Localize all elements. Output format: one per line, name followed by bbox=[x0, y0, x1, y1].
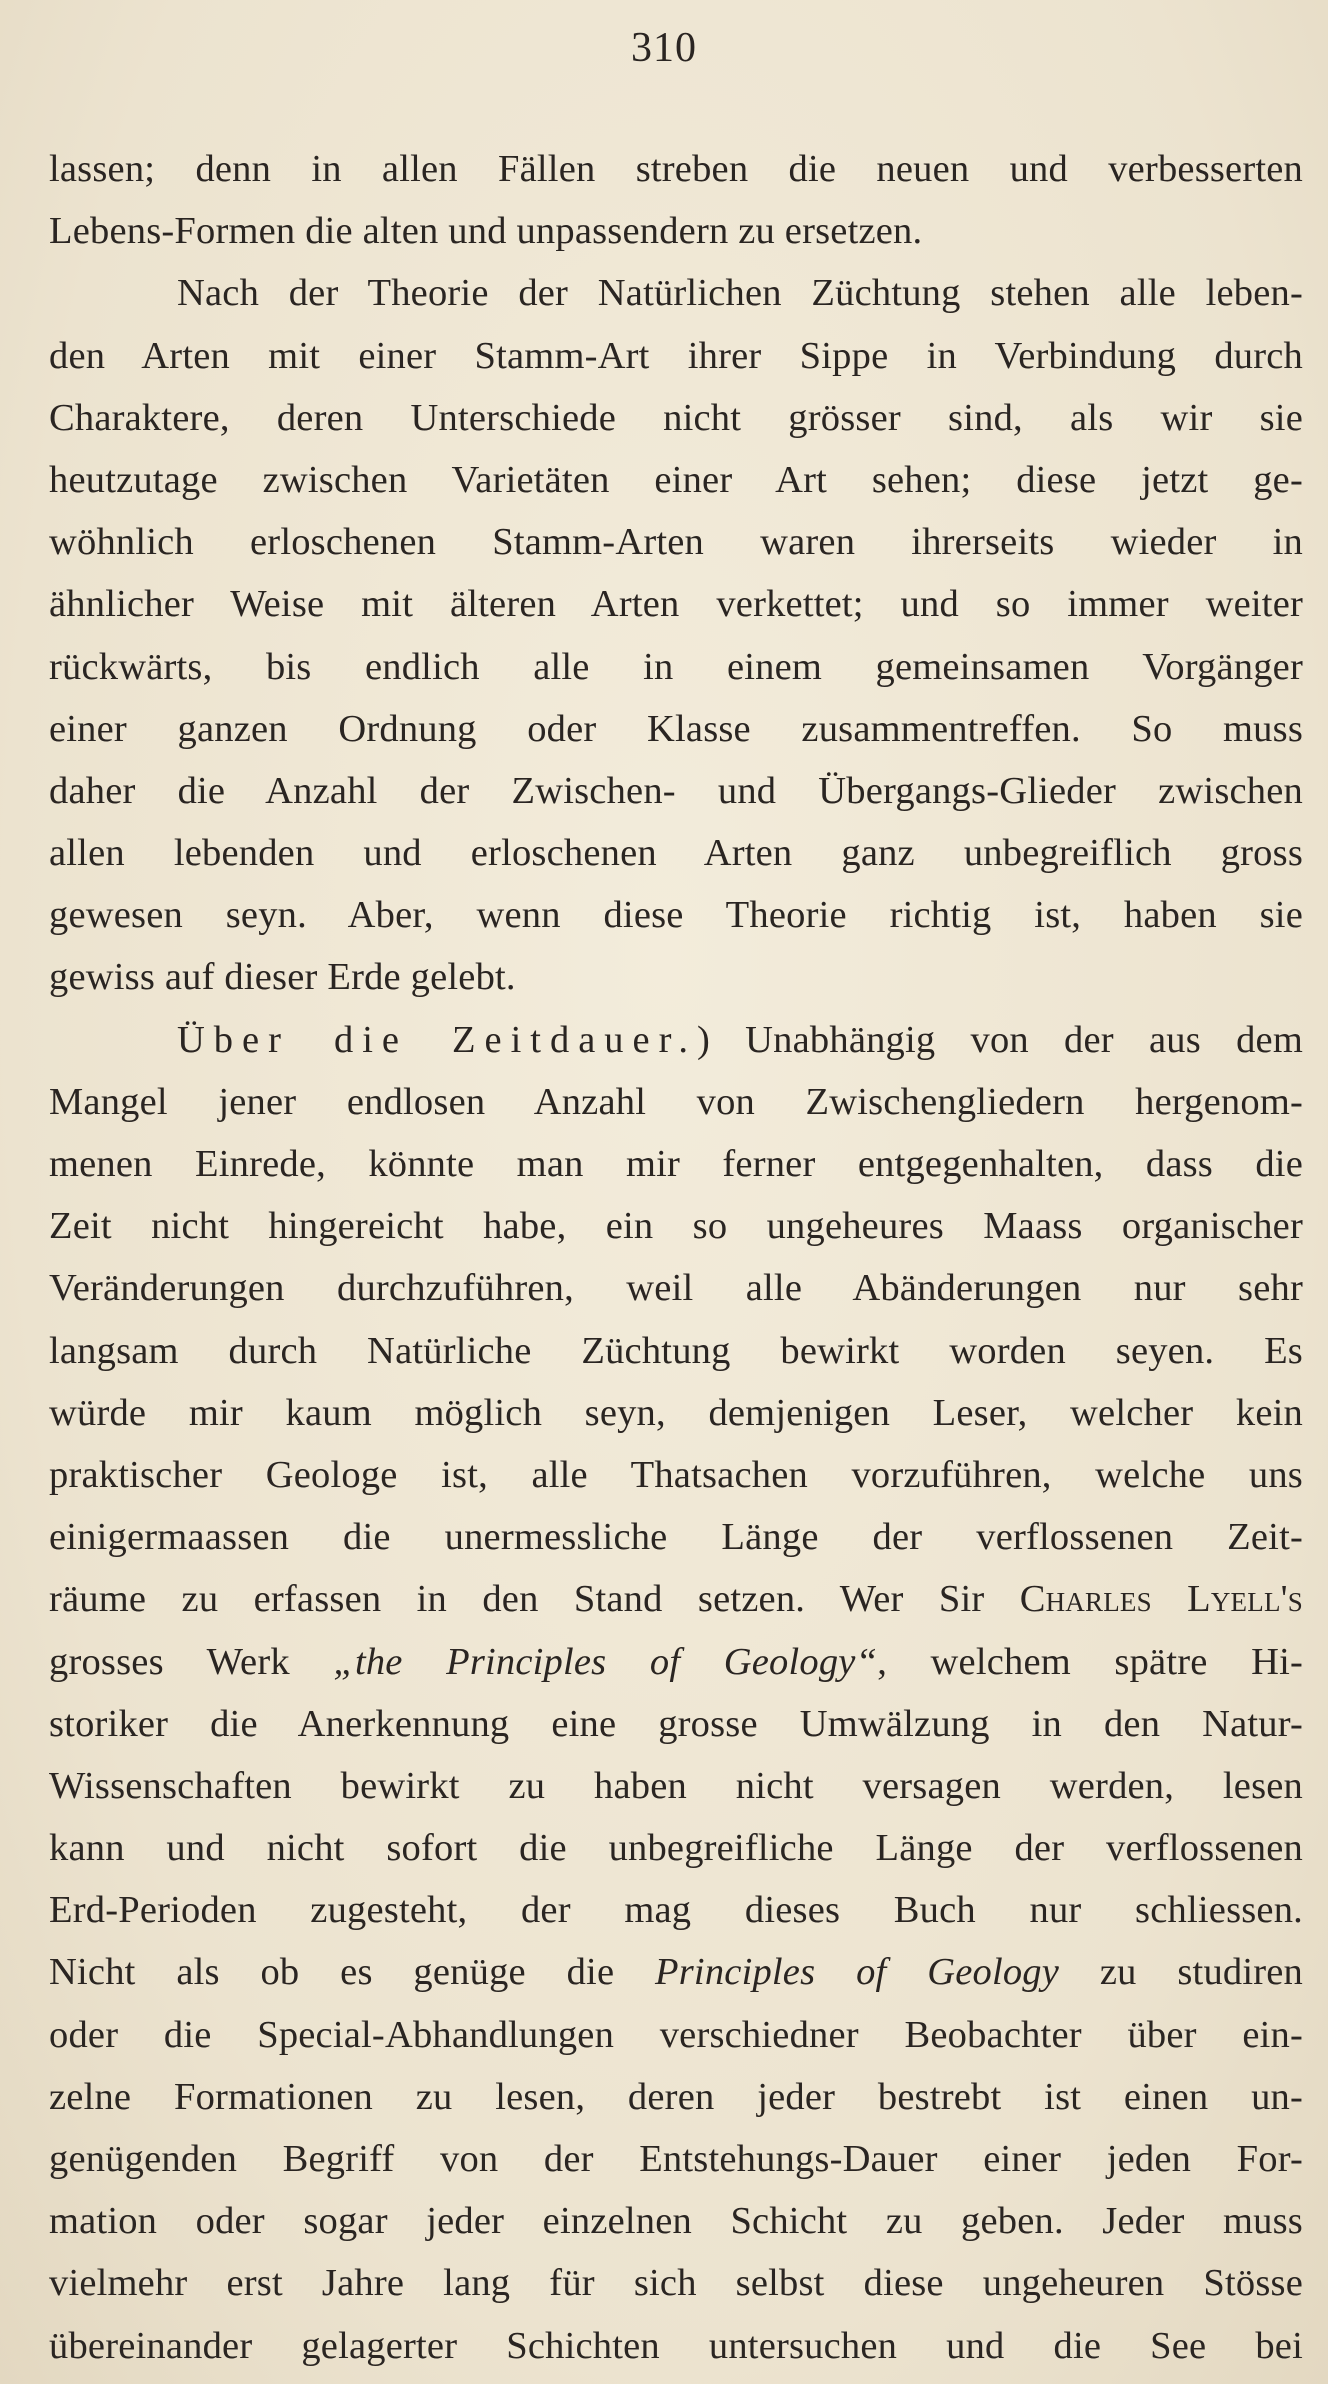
text-line bbox=[49, 2190, 1303, 2252]
text-run: allen lebenden und erloschenen Arten ganz unbegreiflich gross bbox=[49, 832, 1303, 875]
text-run: Erd-Perioden zugesteht, der mag dieses Buch nur schliessen. bbox=[49, 1889, 1303, 1932]
text-run: Veränderungen durchzuführen, weil alle Abänderungen nur sehr bbox=[49, 1267, 1303, 1310]
text-line bbox=[49, 760, 1303, 822]
text-line bbox=[49, 1320, 1303, 1382]
text-run: genügenden Begriff von der Entstehungs-Dauer einer jeden For- bbox=[49, 2138, 1303, 2180]
text-line bbox=[49, 1568, 1303, 1630]
text-line bbox=[49, 573, 1303, 635]
text-line bbox=[49, 2066, 1303, 2128]
text-line bbox=[49, 1444, 1303, 1506]
text-run: gewiss auf dieser Erde gelebt. bbox=[49, 956, 516, 999]
text-run: oder die Special-Abhandlungen verschiedner Beobachter über ein- bbox=[49, 2013, 1303, 2056]
text-run: einigermaassen die unermessliche Länge der verflossenen Zeit- bbox=[49, 1516, 1303, 1559]
text-line bbox=[49, 387, 1303, 449]
text-line bbox=[49, 1071, 1303, 1133]
text-line bbox=[49, 138, 1303, 200]
text-run: zu studiren bbox=[1059, 1951, 1303, 1994]
text-run: heutzutage zwischen Varietäten einer Art sehen; diese jetzt ge- bbox=[49, 458, 1303, 501]
book-title: Principles of Geology bbox=[655, 1951, 1060, 1994]
text-run: den Arten mit einer Stamm-Art ihrer Sippe in Verbindung durch bbox=[49, 334, 1303, 377]
text-run: Mangel jener endlosen Anzahl von Zwischengliedern hergenom- bbox=[49, 1080, 1303, 1123]
text-run: Charaktere, deren Unterschiede nicht grösser sind, als wir sie bbox=[49, 396, 1303, 439]
text-line bbox=[49, 1693, 1303, 1755]
section-heading-inline: Über die Zeitdauer. bbox=[177, 1018, 697, 1061]
page-number: 310 bbox=[631, 25, 697, 71]
text-line bbox=[49, 1755, 1303, 1817]
text-line bbox=[49, 884, 1303, 946]
text-run: würde mir kaum möglich seyn, demjenigen Leser, welcher kein bbox=[49, 1391, 1303, 1434]
text-run: lassen; denn in allen Fällen streben die neuen und verbesserten bbox=[49, 148, 1303, 190]
text-run: rückwärts, bis endlich alle in einem gemeinsamen Vorgänger bbox=[49, 645, 1303, 688]
text-line bbox=[49, 1382, 1303, 1444]
text-run: Nach der Theorie der Natürlichen Züchtung stehen alle leben- bbox=[177, 272, 1303, 315]
text-run: ) Unabhängig von der aus dem bbox=[696, 1018, 1303, 1061]
text-line bbox=[49, 1257, 1303, 1319]
body-text bbox=[49, 138, 1303, 2377]
text-line bbox=[49, 200, 1303, 262]
text-line bbox=[49, 1879, 1303, 1941]
text-run: vielmehr erst Jahre lang für sich selbst diese ungeheuren Stösse bbox=[49, 2262, 1303, 2305]
text-line bbox=[49, 2315, 1303, 2377]
text-line bbox=[49, 325, 1303, 387]
text-line bbox=[49, 1133, 1303, 1195]
book-title: „the Principles of Geology“ bbox=[333, 1640, 878, 1683]
text-run: daher die Anzahl der Zwischen- und Übergangs-Glieder zwischen bbox=[49, 769, 1303, 812]
text-line bbox=[49, 1009, 1303, 1071]
text-run: praktischer Geologe ist, alle Thatsachen vorzuführen, welche uns bbox=[49, 1453, 1303, 1496]
text-line bbox=[49, 1631, 1303, 1693]
text-run: kann und nicht sofort die unbegreifliche Länge der verflossenen bbox=[49, 1827, 1303, 1870]
text-line bbox=[49, 2128, 1303, 2190]
text-run: Lebens-Formen die alten und unpassendern zu ersetzen. bbox=[49, 210, 923, 253]
text-run: mation oder sogar jeder einzelnen Schicht zu geben. Jeder muss bbox=[49, 2200, 1303, 2243]
text-line bbox=[49, 1506, 1303, 1568]
text-run: ähnlicher Weise mit älteren Arten verkettet; und so immer weiter bbox=[49, 583, 1303, 626]
text-line bbox=[49, 449, 1303, 511]
author-name: Charles Lyell's bbox=[1019, 1578, 1303, 1621]
text-line bbox=[49, 2004, 1303, 2066]
text-run: , welchem spätre Hi- bbox=[877, 1640, 1303, 1683]
text-run: langsam durch Natürliche Züchtung bewirkt worden seyen. Es bbox=[49, 1329, 1303, 1372]
text-run: menen Einrede, könnte man mir ferner entgegenhalten, dass die bbox=[49, 1143, 1303, 1185]
text-run: zelne Formationen zu lesen, deren jeder bestrebt ist einen un- bbox=[49, 2075, 1303, 2118]
text-run: Nicht als ob es genüge die bbox=[49, 1951, 656, 1994]
text-line bbox=[49, 822, 1303, 884]
text-run: gewesen seyn. Aber, wenn diese Theorie richtig ist, haben sie bbox=[49, 894, 1303, 937]
text-line bbox=[49, 1941, 1303, 2003]
text-line bbox=[49, 946, 1303, 1008]
text-line bbox=[49, 636, 1303, 698]
text-run: räume zu erfassen in den Stand setzen. Wer Sir bbox=[49, 1578, 1020, 1621]
text-line bbox=[49, 1817, 1303, 1879]
text-line bbox=[49, 1195, 1303, 1257]
text-run: Zeit nicht hingereicht habe, ein so ungeheures Maass organischer bbox=[49, 1205, 1303, 1248]
text-run: wöhnlich erloschenen Stamm-Arten waren ihrerseits wieder in bbox=[49, 521, 1303, 564]
text-run: einer ganzen Ordnung oder Klasse zusammentreffen. So muss bbox=[49, 707, 1303, 750]
text-run: grosses Werk bbox=[49, 1640, 334, 1683]
text-line bbox=[49, 698, 1303, 760]
text-line bbox=[49, 2252, 1303, 2314]
text-line bbox=[49, 511, 1303, 573]
text-run: übereinander gelagerter Schichten untersuchen und die See bei bbox=[49, 2324, 1303, 2367]
text-run: storiker die Anerkennung eine grosse Umwälzung in den Natur- bbox=[49, 1702, 1303, 1745]
text-run: Wissenschaften bewirkt zu haben nicht versagen werden, lesen bbox=[49, 1764, 1303, 1807]
text-line bbox=[49, 262, 1303, 324]
